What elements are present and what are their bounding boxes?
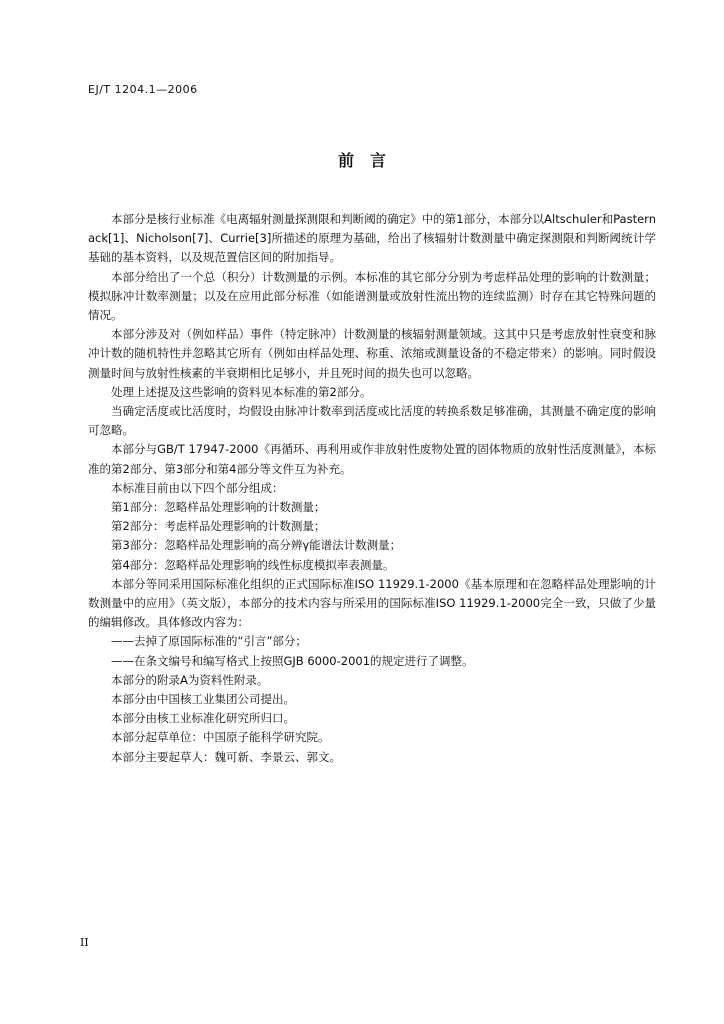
list-item: 第4部分：忽略样品处理影响的线性标度模拟率表测量。 bbox=[111, 557, 395, 572]
paragraph: 本部分与GB/T 17947-2000《再循环、再利用或作非放射性废物处置的固体物质的放射性活度测量》，本标准的第2部分、第3部分和第4部分等文件互为补充。 bbox=[88, 442, 656, 476]
list-item: ——去掉了原国际标准的“引言”部分； bbox=[111, 634, 307, 649]
page-title: 前 言 bbox=[337, 151, 386, 170]
paragraph: 本部分给出了一个总（积分）计数测量的示例。本标准的其它部分分别为考虑样品处理的影响的计数测量；模拟脉冲计数率测量；以及在应用此部分标准（如能谱测量或放射性流出物的连续监测）时存在其它特殊问题的情况。 bbox=[88, 269, 656, 323]
paragraph: 当确定活度或比活度时，均假设由脉冲计数率到活度或比活度的转换系数足够准确，其测量不确定度的影响可忽略。 bbox=[88, 404, 656, 438]
paragraph: 本部分涉及对（例如样品）事件（特定脉冲）计数测量的核辐射测量领域。这其中只是考虑放射性衰变和脉冲计数的随机特性并忽略其它所有（例如由样品处理、称重、浓缩或测量设备的不稳定带来）的影响。同时假设测量时间与放射性核素的半衰期相比足够小，并且死时间的损失也可以忽略。 bbox=[88, 327, 656, 380]
paragraph: 本部分是核行业标准《电离辐射测量探测限和判断阈的确定》中的第1部分，本部分以Altschuler和Pasternack[1]、Nicholson[7]、Currie[3]所描述的原理为基础，给出了核辐射计数测量中确定探测限和判断阈统计学基础的基本资料，以及规范置信区间的附加指导。 bbox=[88, 212, 656, 265]
list-item: 第3部分：忽略样品处理影响的高分辨γ能谱法计数测量； bbox=[111, 538, 402, 553]
paragraph: 本标准目前由以下四个部分组成： bbox=[111, 480, 284, 495]
paragraph: 本部分起草单位：中国原子能科学研究院。 bbox=[111, 730, 330, 745]
foreword-body bbox=[88, 210, 656, 767]
list-item: 第2部分：考虑样品处理影响的计数测量； bbox=[111, 519, 326, 534]
standard-code: EJ/T 1204.1—2006 bbox=[88, 83, 198, 96]
page-number: II bbox=[80, 936, 89, 949]
paragraph: 处理上述提及这些影响的资料见本标准的第2部分。 bbox=[111, 384, 372, 399]
list-item: 第1部分：忽略样品处理影响的计数测量； bbox=[111, 500, 326, 515]
paragraph: 本部分由核工业标准化研究所归口。 bbox=[111, 711, 295, 726]
paragraph: 本部分的附录A为资料性附录。 bbox=[111, 672, 269, 687]
list-item: ——在条文编号和编写格式上按照GJB 6000-2001的规定进行了调整。 bbox=[111, 653, 474, 668]
paragraph: 本部分主要起草人：魏可新、李景云、郭文。 bbox=[111, 749, 341, 764]
paragraph: 本部分由中国核工业集团公司提出。 bbox=[111, 692, 295, 707]
paragraph: 本部分等同采用国际标准化组织的正式国际标准ISO 11929.1-2000《基本原理和在忽略样品处理影响的计数测量中的应用》（英文版），本部分的技术内容与所采用的国际标准ISO 11929.1-2000完全一致，只做了少量的编辑修改。具体修改内容为： bbox=[88, 576, 656, 630]
